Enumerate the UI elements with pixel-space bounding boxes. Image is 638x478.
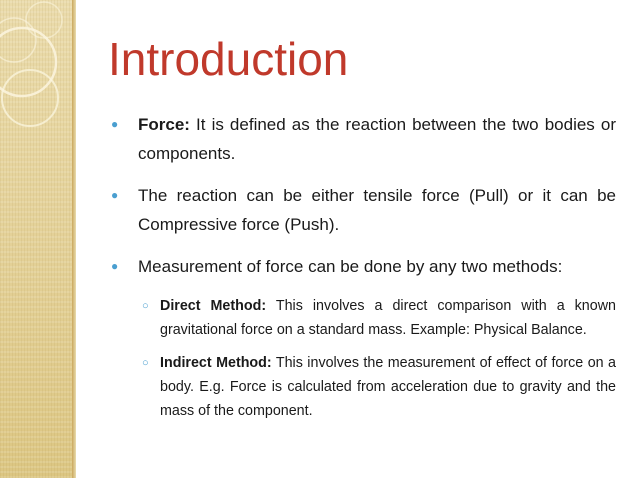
sidebar-divider bbox=[72, 0, 76, 478]
sub-bullet-direct-method bbox=[108, 294, 616, 342]
sidebar-rings-decoration bbox=[0, 0, 72, 478]
slide-title: Introduction bbox=[108, 33, 349, 85]
hollow-circle-icon: ○ bbox=[142, 300, 149, 312]
hollow-circle-icon: ○ bbox=[142, 357, 149, 369]
sub-bullet-indirect-method bbox=[108, 351, 616, 423]
sub-bullet-term: Direct Method: bbox=[160, 298, 267, 314]
filled-dot-icon: ● bbox=[111, 117, 119, 131]
bullet-term: Force: bbox=[138, 115, 190, 134]
filled-dot-icon: ● bbox=[111, 188, 119, 202]
slide-content bbox=[108, 110, 616, 432]
sub-bullet-text: This involves the measurement of effect of force on a body. E.g. Force is calculated from acceleration due to gravity and the mass of the component. bbox=[160, 355, 616, 419]
bullet-force-reaction bbox=[108, 181, 616, 239]
bullet-text: It is defined as the reaction between the two bodies or components. bbox=[138, 115, 616, 163]
sub-bullet-term: Indirect Method: bbox=[160, 355, 272, 371]
bullet-text: The reaction can be either tensile force (Pull) or it can be Compressive force (Push). bbox=[138, 186, 616, 234]
sub-bullet-text: This involves a direct comparison with a known gravitational force on a standard mass. Example: Physical Balance. bbox=[160, 298, 616, 338]
decorative-sidebar bbox=[0, 0, 72, 478]
filled-dot-icon: ● bbox=[111, 259, 119, 273]
bullet-measurement-methods bbox=[108, 252, 616, 281]
bullet-force-definition bbox=[108, 110, 616, 168]
bullet-text: Measurement of force can be done by any two methods: bbox=[138, 257, 563, 276]
